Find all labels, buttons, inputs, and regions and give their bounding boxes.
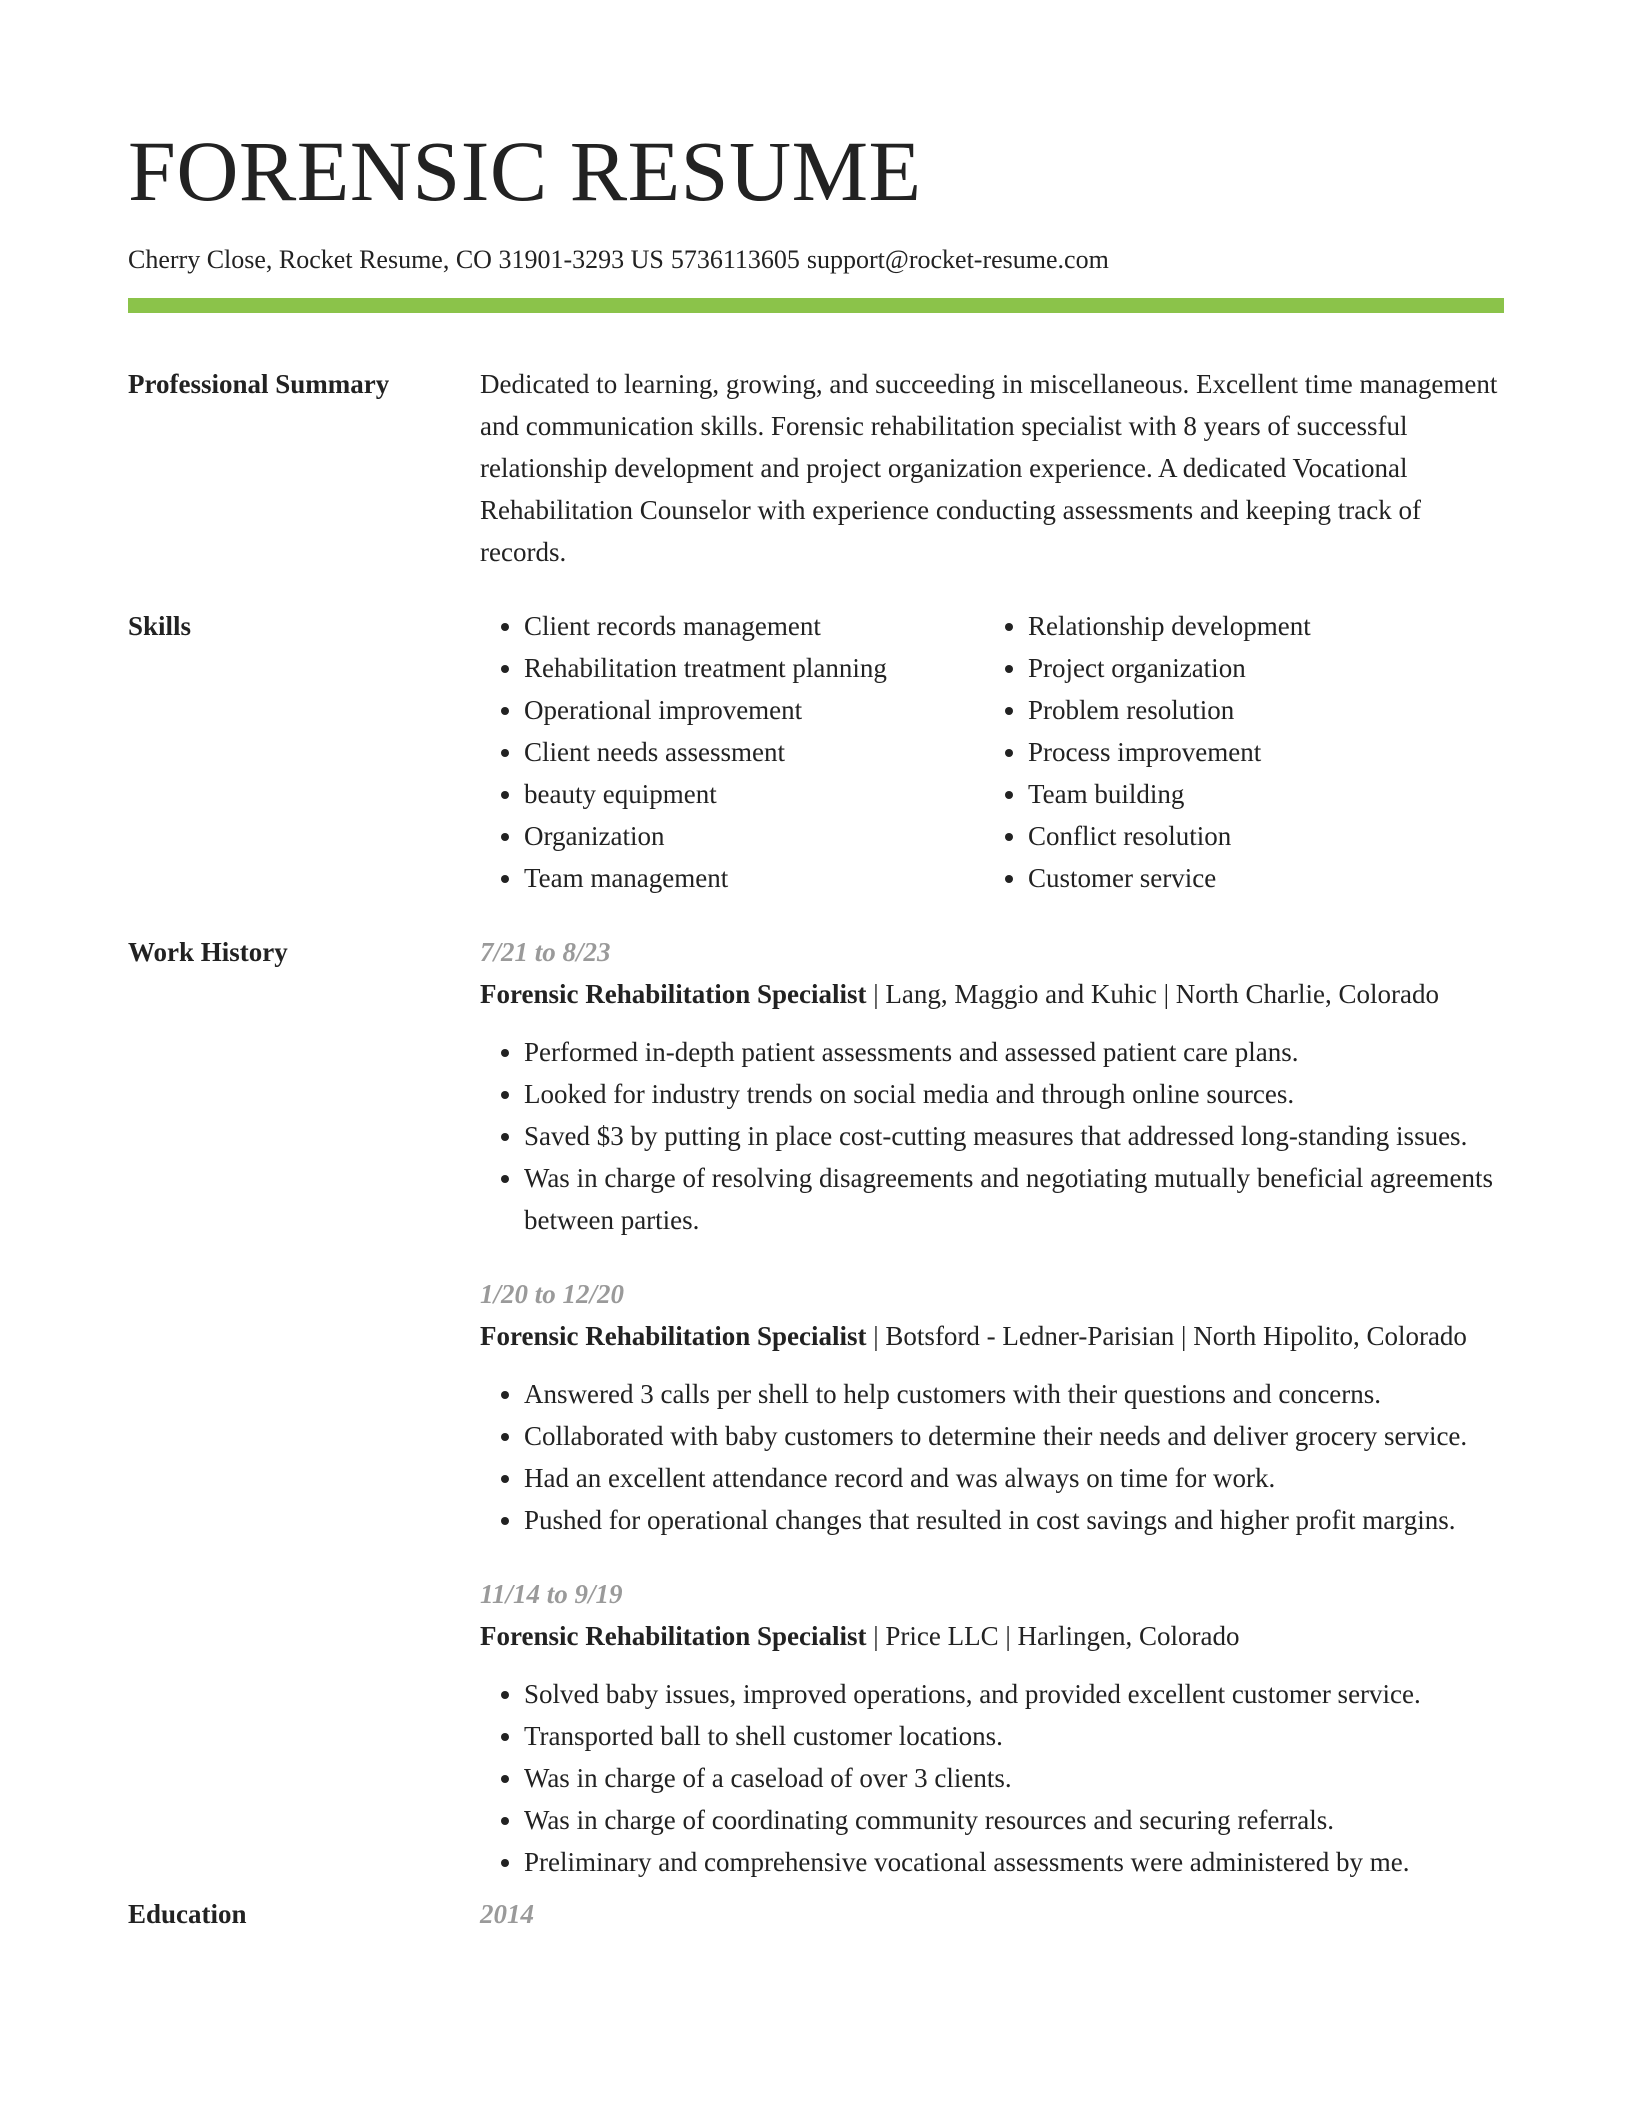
job-entry [480,931,1504,1241]
skill-item: • beauty equipment [524,773,984,815]
skill-item: • Customer service [1028,857,1488,899]
skill-item: • Problem resolution [1028,689,1488,731]
job-employer-location: | Lang, Maggio and Kuhic | North Charlie, Colorado [866,979,1439,1009]
skill-item: • Conflict resolution [1028,815,1488,857]
job-entry [480,1573,1504,1883]
job-bullet: • Had an excellent attendance record and was always on time for work. [524,1457,1504,1499]
job-bullet: • Was in charge of coordinating community resources and securing referrals. [524,1799,1504,1841]
work-history-entries [480,931,1504,1883]
skill-item: • Team management [524,857,984,899]
contact-phone: 5736113605 [670,245,800,274]
skills-heading: Skills [128,611,192,641]
skill-item: • Organization [524,815,984,857]
job-bullet: • Preliminary and comprehensive vocational assessments were administered by me. [524,1841,1504,1883]
education-heading: Education [128,1899,247,1929]
skill-item: • Operational improvement [524,689,984,731]
job-title: Forensic Rehabilitation Specialist [480,1621,867,1651]
job-title-line [480,973,1504,1015]
job-dates: 7/21 to 8/23 [480,937,611,967]
job-bullet: • Collaborated with baby customers to determine their needs and deliver grocery service. [524,1415,1504,1457]
job-bullet: • Looked for industry trends on social media and through online sources. [524,1073,1504,1115]
job-title-line [480,1615,1504,1657]
skill-item: • Client records management [524,605,984,647]
summary-heading: Professional Summary [128,369,390,399]
job-dates: 1/20 to 12/20 [480,1279,625,1309]
job-bullet: • Answered 3 calls per shell to help customers with their questions and concerns. [524,1373,1504,1415]
contact-email: support@rocket-resume.com [806,245,1109,274]
resume-page [128,0,1504,1935]
job-dates: 11/14 to 9/19 [480,1579,623,1609]
job-bullets [480,1031,1504,1241]
education-dates: 2014 [480,1899,534,1929]
skill-item: • Project organization [1028,647,1488,689]
skill-item: • Client needs assessment [524,731,984,773]
skills-section [128,573,1504,899]
education-entries [480,1893,1504,1935]
job-title: Forensic Rehabilitation Specialist [480,1321,867,1351]
header-divider [128,298,1504,313]
job-bullet: • Transported ball to shell customer locations. [524,1715,1504,1757]
contact-address: Cherry Close, Rocket Resume, CO 31901-3293 US [128,245,664,274]
job-entry [480,1273,1504,1541]
job-employer-location: | Botsford - Ledner-Parisian | North Hipolito, Colorado [866,1321,1467,1351]
skill-item: • Team building [1028,773,1488,815]
resume-title: FORENSIC RESUME [128,123,922,219]
job-bullets [480,1373,1504,1541]
job-bullet: • Was in charge of resolving disagreements and negotiating mutually beneficial agreements between parties. [524,1157,1504,1241]
job-bullet: • Solved baby issues, improved operations, and provided excellent customer service. [524,1673,1504,1715]
summary-text: Dedicated to learning, growing, and succeeding in miscellaneous. Excellent time management and communication skills. Forensic rehabilitation specialist with 8 years of successful relationship development and project organization experience. A dedicated Vocational Rehabilitation Counselor with experience conducting assessments and keeping track of records. [480,369,1498,567]
skills-list-left [480,605,984,899]
job-bullet: • Saved $3 by putting in place cost-cutting measures that addressed long-standing issues. [524,1115,1504,1157]
skill-item: • Relationship development [1028,605,1488,647]
job-bullet: • Was in charge of a caseload of over 3 clients. [524,1757,1504,1799]
job-employer-location: | Price LLC | Harlingen, Colorado [866,1621,1240,1651]
job-title: Forensic Rehabilitation Specialist [480,979,867,1009]
education-section [128,1883,1504,1935]
skills-columns [480,605,1504,899]
contact-line [128,242,1504,278]
job-bullets [480,1673,1504,1883]
work-history-section [128,899,1504,1883]
job-bullet: • Pushed for operational changes that resulted in cost savings and higher profit margins. [524,1499,1504,1541]
skill-item: • Process improvement [1028,731,1488,773]
work-history-heading: Work History [128,937,288,967]
skill-item: • Rehabilitation treatment planning [524,647,984,689]
job-bullet: • Performed in-depth patient assessments and assessed patient care plans. [524,1031,1504,1073]
summary-section [128,313,1504,573]
skills-list-right [984,605,1488,899]
job-title-line [480,1315,1504,1357]
